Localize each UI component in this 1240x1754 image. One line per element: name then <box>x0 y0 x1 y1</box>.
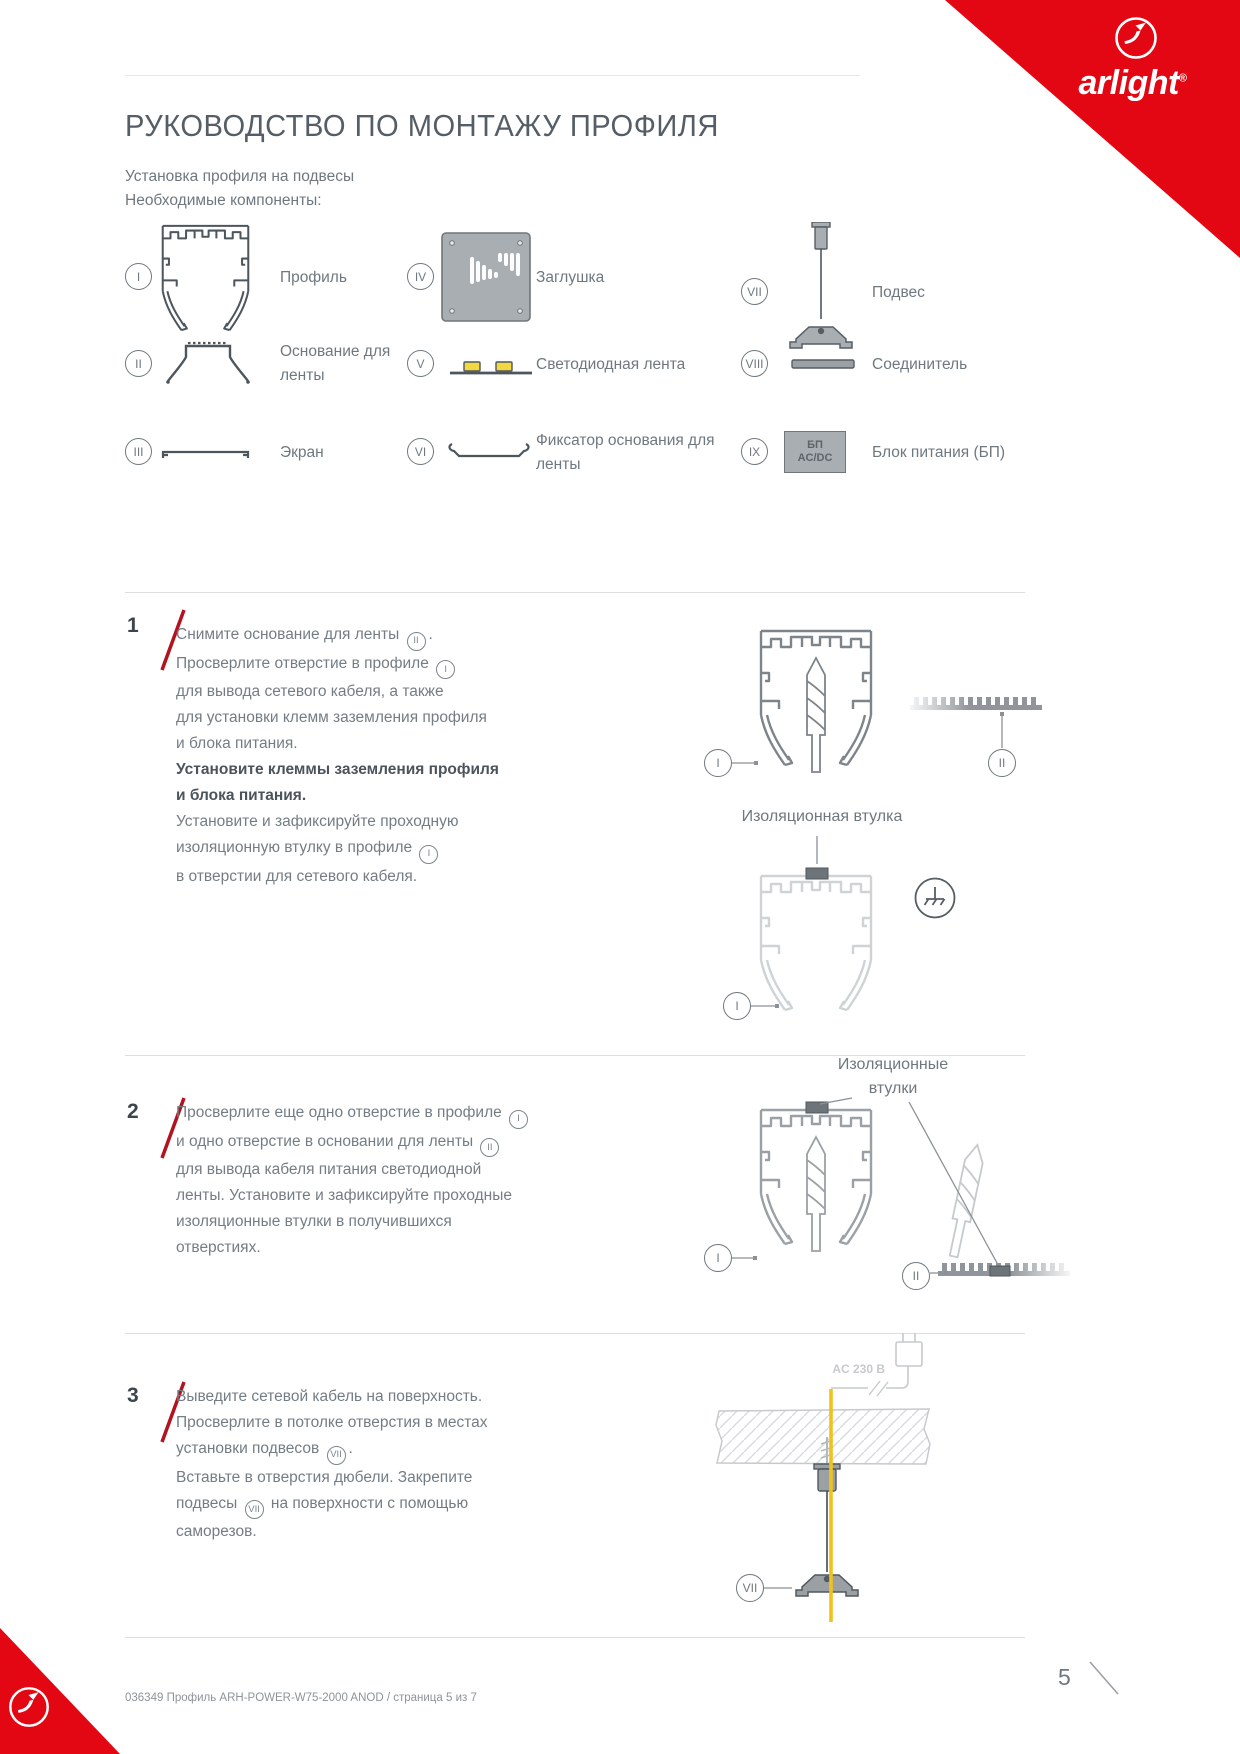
step1-leader-lines <box>732 712 1004 1008</box>
component-label-fixator: Фиксатор основания для ленты <box>536 432 715 473</box>
component-label-strip-base: Основание для ленты <box>280 343 391 384</box>
screw-icon <box>821 1437 833 1466</box>
diffuser-screen-icon <box>158 441 253 463</box>
inline-ref-II: II <box>407 632 426 651</box>
component-numeral-8: VIII <box>741 350 768 377</box>
step1-insulation-bushing <box>806 868 828 879</box>
step1-profile-drawing <box>761 631 871 765</box>
callout-step2-strip-base: II <box>902 1262 930 1290</box>
inline-ref-I: I <box>436 660 455 679</box>
suspension-cylinder-drawing <box>814 1464 840 1491</box>
profile-cross-section-icon <box>158 215 253 341</box>
brand-name: arlight <box>1078 64 1179 102</box>
component-numeral-2: II <box>125 350 152 377</box>
component-numeral-6: VI <box>407 438 434 465</box>
component-numeral-1: I <box>125 263 152 290</box>
psu-box-label-2: AC/DC <box>797 452 833 464</box>
brand-logo-icon <box>1112 14 1160 62</box>
step-1-text: Снимите основание для ленты II . Просверлите отверстие в профиле I для вывода сетевого кабеля, а также для установки клемм заземления профиля и блока питания. Установите клеммы заземления профиля и блока питания. Установите и зафиксируйте проходную изоляционную втулку в профиле I в отверстии для сетевого кабеля. <box>176 626 499 885</box>
component-numeral-7: VII <box>741 278 768 305</box>
component-numeral-3: III <box>125 438 152 465</box>
callout-step1-strip-base: II <box>988 749 1016 777</box>
page-title: РУКОВОДСТВО ПО МОНТАЖУ ПРОФИЛЯ <box>125 108 719 143</box>
step2-strip-bushing <box>990 1266 1010 1276</box>
header-rule <box>125 75 860 76</box>
inline-ref-I: I <box>419 845 438 864</box>
divider-step-1 <box>125 592 1025 593</box>
power-supply-icon <box>784 431 846 473</box>
psu-box-label-1: БП <box>807 439 823 451</box>
brand-wordmark <box>1040 64 1225 103</box>
step-3-text: Выведите сетевой кабель на поверхность. Просверлите в потолке отверстия в местах установки подвесов VII . Вставьте в отверстия дюбели. Закрепите подвесы VII на поверхности с помощью саморезов. <box>176 1388 488 1540</box>
component-numeral-4: IV <box>407 263 434 290</box>
footer-slash-mark <box>1090 1662 1118 1694</box>
suspension-icon <box>786 222 856 350</box>
step2-bushing-label-line2: втулки <box>868 1080 918 1097</box>
callout-step1-profile-bottom: I <box>723 992 751 1020</box>
inline-ref-VII: VII <box>245 1500 264 1519</box>
step1-strip-base-drawing <box>910 697 1042 710</box>
step1-drill-bit-icon <box>807 658 825 772</box>
callout-step3-suspension: VII <box>736 1574 764 1602</box>
component-label-psu: Блок питания (БП) <box>872 444 1006 461</box>
callout-step2-profile: I <box>704 1244 732 1272</box>
led-strip-icon <box>446 349 536 379</box>
component-numeral-5: V <box>407 350 434 377</box>
component-label-screen: Экран <box>280 444 324 461</box>
component-label-led-strip: Светодиодная лента <box>536 356 686 373</box>
step1-profile-light-drawing <box>761 876 871 1010</box>
page-number: 5 <box>1058 1664 1071 1690</box>
strip-base-icon <box>158 334 258 396</box>
component-label-profile: Профиль <box>280 269 347 286</box>
divider-footer <box>125 1637 1025 1638</box>
step2-strip-base-drawing <box>938 1263 1070 1276</box>
brand-registered-mark: ® <box>1178 72 1187 85</box>
step-2-number: 2 <box>127 1100 139 1123</box>
component-numeral-9: IX <box>741 438 768 465</box>
end-cap-icon <box>440 231 532 323</box>
step1-bushing-label: Изоляционная втулка <box>741 808 903 825</box>
component-label-connector: Соединитель <box>872 356 968 373</box>
suspension-bracket-drawing <box>796 1575 858 1596</box>
step2-tilted-drill-icon <box>945 1143 986 1258</box>
step2-leader-lines <box>732 1098 997 1275</box>
brand-corner-ribbon <box>945 0 1240 258</box>
subtitle-line-2: Необходимые компоненты: <box>125 192 322 209</box>
base-fixator-icon <box>444 439 534 465</box>
step2-bushing-label-line1: Изоляционные <box>837 1056 949 1073</box>
ac-power-label: AC 230 В <box>832 1362 885 1376</box>
step-1-number: 1 <box>127 614 139 637</box>
step2-profile-bushing <box>806 1102 828 1113</box>
inline-ref-II: II <box>480 1138 499 1157</box>
callout-step1-profile: I <box>704 749 732 777</box>
divider-step-3 <box>125 1333 1025 1334</box>
footer-doc-info: 036349 Профиль ARH-POWER-W75-2000 ANOD / страница 5 из 7 <box>125 1692 477 1704</box>
ceiling-slab-drawing <box>716 1409 930 1464</box>
inline-ref-I: I <box>509 1110 528 1129</box>
step2-profile-drawing <box>761 1110 871 1244</box>
subtitle-line-1: Установка профиля на подвесы <box>125 168 355 185</box>
step-2-text: Просверлите еще одно отверстие в профиле I и одно отверстие в основании для ленты II для вывода кабеля питания светодиодной ленты. Установите и зафиксируйте проходные изоляционные втулки в получившихся отверстиях. <box>176 1100 666 1261</box>
grounding-symbol-icon <box>916 879 955 918</box>
component-label-suspension: Подвес <box>872 284 925 301</box>
footer-logo-icon <box>6 1684 52 1730</box>
inline-ref-VII: VII <box>327 1446 346 1465</box>
component-label-endcap: Заглушка <box>536 269 605 286</box>
step2-drill-bit-icon <box>807 1137 825 1251</box>
connector-icon <box>788 356 858 372</box>
wire-break-mark <box>869 1381 888 1396</box>
step-3-number: 3 <box>127 1384 139 1407</box>
